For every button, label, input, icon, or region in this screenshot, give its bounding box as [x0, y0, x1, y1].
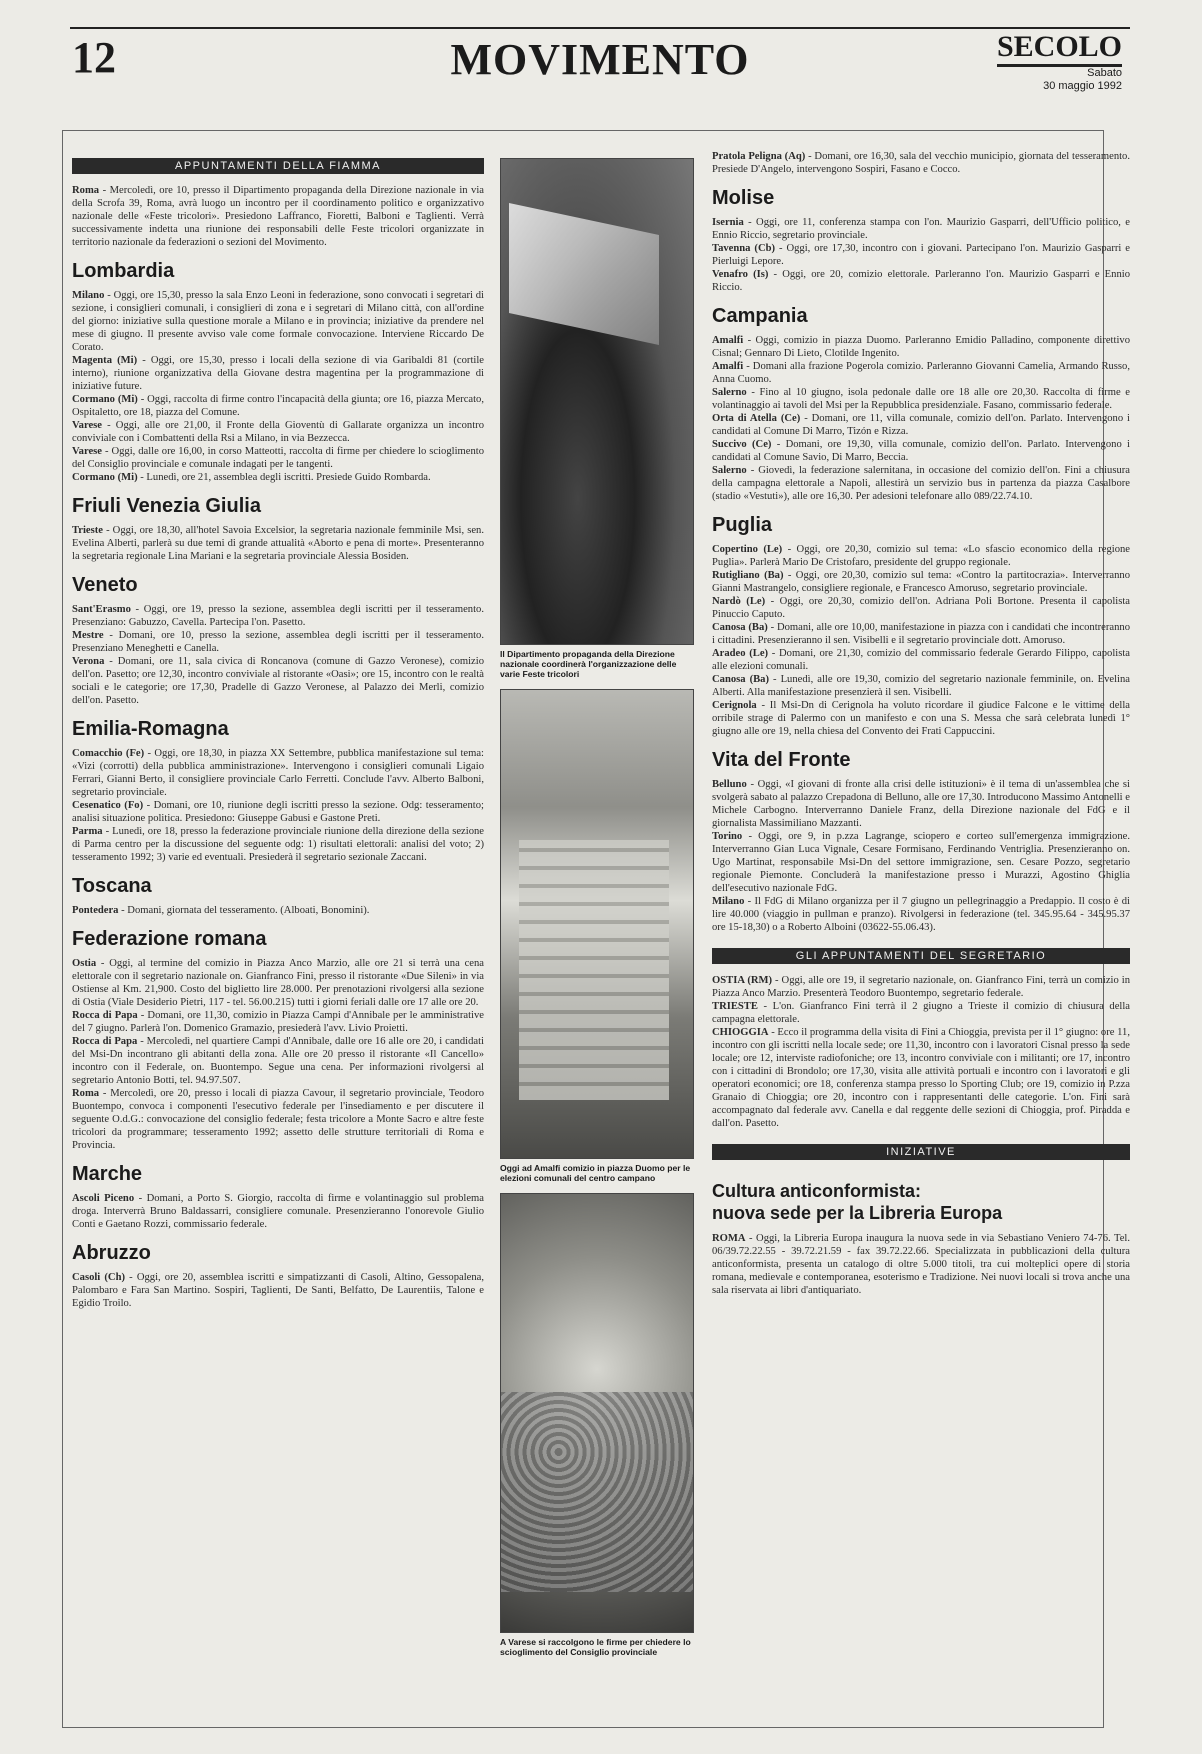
- photo-caption: A Varese si raccolgono le firme per chiedere lo scioglimento del Consiglio provinciale: [500, 1637, 691, 1657]
- item-place: Roma: [72, 1088, 100, 1099]
- region-heading: Marche: [72, 1163, 143, 1185]
- item-text: - Il Msi-Dn di Cerignola ha voluto ricordare il giudice Falcone e le vittime della orribile strage di Palermo con un manifesto e con una S. Messa che sarà celebrata lunedì 1° giugno alle ore 19, nella chiesa del Convento dei Frati Cappuccini.: [712, 700, 1130, 737]
- section-bar-segretario: GLI APPUNTAMENTI DEL SEGRETARIO: [712, 948, 1130, 964]
- item-text: - Oggi, la Libreria Europa inaugura la nuova sede in via Sebastiano Veniero 74-76. Tel. 06/39.72.22.55 - 39.72.21.59 - fax 39.72.22.66. Specializzata in pubblicazioni della cultura anticonformista, presenta un catalogo di oltre 5.000 titoli, tra cui molteplici opere di storia romana, medievale e contemporanea, esoterismo e Tradizione. Nei nuovi locali si trova anche una sala riservata ai libri d'antiquariato.: [712, 1233, 1130, 1296]
- item-place: Cormano (Mi): [72, 394, 138, 405]
- list-item: [72, 1009, 484, 1035]
- item-text: - Domani, ore 11, villa comunale, comizio dell'on. Parlato. Intervengono i candidati al Comune Di Marro, Tizón e Rizza.: [712, 413, 1130, 437]
- list-item: [72, 629, 484, 655]
- photo-varese: [500, 1193, 694, 1633]
- segretario-list: [712, 974, 1130, 1130]
- list-item: [72, 603, 484, 629]
- right-column: [712, 150, 1130, 1720]
- photo-caption: Il Dipartimento propaganda della Direzione nazionale coordinerà l'organizzazione delle varie Feste tricolori: [500, 649, 677, 679]
- item-text: - Oggi, ore 11, conferenza stampa con l'on. Maurizio Gasparri, dell'Ufficio politico, e Ennio Riccio, segretario provinciale.: [712, 217, 1130, 241]
- list-item: [712, 268, 1130, 294]
- item-place: Roma: [72, 185, 100, 196]
- item-place: Amalfi: [712, 361, 744, 372]
- item-text: - Domani, ore 16,30, sala del vecchio municipio, giornata del tesseramento. Presiede D'Angelo, intervengono Sospiri, Fasano e Cocco.: [712, 151, 1130, 175]
- item-place: Succivo (Ce): [712, 439, 772, 450]
- list-item: [712, 242, 1130, 268]
- item-text: - Giovedì, la federazione salernitana, in occasione del comizio dell'on. Fini a chiusura della campagna elettorale a Napoli, allestirà un servizio bus in partenza da piazza Casalbore (stadio «Vestuti»), alle ore 16,30. Per adesioni telefonare allo 089/22.74.10.: [712, 465, 1130, 502]
- section-title: MOVIMENTO: [450, 35, 750, 84]
- item-place: Venafro (Is): [712, 269, 769, 280]
- item-place: Rocca di Papa: [72, 1036, 138, 1047]
- item-text: - Domani, ore 19,30, villa comunale, comizio dell'on. Parlato. Intervengono i candidati al Comune Savio, Di Marro, Beccia.: [712, 439, 1130, 463]
- item-place: Milano: [712, 896, 745, 907]
- list-item: [712, 150, 1130, 176]
- item-text: - Domani, ore 11,30, comizio in Piazza Campi d'Annibale per le amministrative del 7 giugno. Parlerà l'on. Domenico Gramazio, presiederà l'avv. Livio Proietti.: [72, 1010, 484, 1034]
- photo-caption: Oggi ad Amalfi comizio in piazza Duomo per le elezioni comunali del centro campano: [500, 1163, 691, 1183]
- issue-day: Sabato: [1087, 67, 1122, 79]
- list-item: [712, 1026, 1130, 1130]
- building-shape: [519, 840, 669, 1100]
- item-place: Orta di Atella (Ce): [712, 413, 801, 424]
- item-text: - Oggi, ore 20, comizio elettorale. Parleranno l'on. Maurizio Gasparri e Ennio Riccio.: [712, 269, 1130, 293]
- list-item: [712, 595, 1130, 621]
- item-place: TRIESTE: [712, 1001, 758, 1012]
- item-text: - Oggi, ore 15,30, presso i locali della sezione di via Garibaldi 81 (cortile interno), riunione organizzativa della Giovane destra magentina per la programmazione di iniziative future.: [72, 355, 484, 392]
- item-place: Verona: [72, 656, 105, 667]
- item-place: Pontedera: [72, 905, 119, 916]
- item-place: Casoli (Ch): [72, 1272, 125, 1283]
- item-text: - Oggi, «I giovani di fronte alla crisi delle istituzioni» è il tema di un'assemblea che si svolgerà sabato al palazzo Crepadona di Belluno, alle ore 17,30. Introducono Massimo Antonelli e Michele Carbogno. Interverranno Daniele Franz, della Direzione nazionale del FdG e il giornalista Massimiliano Mazzanti.: [712, 779, 1130, 829]
- item-place: Rocca di Papa: [72, 1010, 138, 1021]
- list-item: [72, 445, 484, 471]
- item-place: Isernia: [712, 217, 744, 228]
- masthead: [70, 22, 1130, 122]
- item-text: - Oggi, raccolta di firme contro l'incapacità della giunta; ore 16, piazza Mercato, Ospitaletto, ore 18, piazza del Comune.: [72, 394, 484, 418]
- list-item: [72, 825, 484, 864]
- crowd-shape: [501, 1392, 693, 1592]
- list-item: [712, 216, 1130, 242]
- headline-line-1: Cultura anticonformista:: [712, 1181, 922, 1201]
- item-text: - Ecco il programma della visita di Fini a Chioggia, prevista per il 1° giugno: ore 11, incontro con gli iscritti nella locale sede; ore 11,30, incontro con i lavoratori Cisnal presso la sede locale; ore 12, interviste radiofoniche; ore 13, incontro conviviale con i militanti; ore 17, incontro con i cittadini di Brondolo; ore 17,30, visita alle attività portuali e incontro con i lavoratori e gli operatori economici; ore 18, conferenza stampa presso lo Sporting Club; ore 19, comizio in P.zza Granaio di Chioggia; ore 20, incontro con i rappresentanti delle categorie. L'on. Fini sarà accompagnato dal federale avv. Canella e dal reggente delle sezioni di Chioggia, prof. Piradda e dall'on. Pasetto.: [712, 1027, 1130, 1129]
- brand-name: SECOLO: [997, 30, 1122, 67]
- item-text: - Mercoledì, ore 10, presso il Dipartimento propaganda della Direzione nazionale in via della Scrofa 39, Roma, avrà luogo un incontro per il coordinamento politico e organizzativo nazionale delle «Feste tricolori». Presiedono Laffranco, Fioretti, Balboni e Taglienti. Verrà successivamente indetta una riunione dei responsabili delle Feste tricolori organizzate in territorio nazionale da federazioni o sezioni del Movimento.: [72, 185, 484, 248]
- list-item: [712, 621, 1130, 647]
- item-text: - Mercoledì, nel quartiere Campi d'Annibale, dalle ore 16 alle ore 20, i candidati del Msi-Dn incontrano gli abitanti della zona. Alle ore 20 presso il ristorante «Il Cancello» incontro con il Federale, on. Buontempo. Segue una cena. Per informazioni rivolgersi al segretario Antonio Botti, tel. 94.97.507.: [72, 1036, 484, 1086]
- region-heading: Abruzzo: [72, 1242, 151, 1264]
- item-place: Cesenatico (Fo): [72, 800, 144, 811]
- item-place: Belluno: [712, 779, 747, 790]
- issue-date: 30 maggio 1992: [1043, 80, 1122, 92]
- item-text: - Oggi, ore 15,30, presso la sala Enzo Leoni in federazione, sono convocati i segretari di sezione, i consiglieri comunali, i consiglieri di zona e i segretari di Milano città, con all'ordine del giorno: iniziative sulla questione morale a Milano e in provincia; iniziative da prendere nel mese di giugno. Il presente avviso vale come formale convocazione. Interviene Riccardo De Corato.: [72, 290, 484, 353]
- page-number: 12: [72, 33, 116, 82]
- list-item: [72, 655, 484, 707]
- headline-line-2: nuova sede per la Libreria Europa: [712, 1203, 1003, 1223]
- region-heading: Vita del Fronte: [712, 749, 851, 771]
- list-item: [712, 412, 1130, 438]
- list-item: [712, 699, 1130, 738]
- item-place: Torino: [712, 831, 743, 842]
- item-text: - Oggi, alle ore 21,00, il Fronte della Gioventù di Gallarate organizza un incontro conviviale con i Combattenti della Rsi a Milano, in via Bezzecca.: [72, 420, 484, 444]
- region-heading: Friuli Venezia Giulia: [72, 495, 261, 517]
- item-text: - Oggi, ore 20, assemblea iscritti e simpatizzanti di Casoli, Altino, Gessopalena, Palombaro e Fara San Martino. Sospiri, Taglienti, De Santi, Belfatto, De Laurentiis, Talone e Egidio Troilo.: [72, 1272, 484, 1309]
- item-text: - Oggi, alle ore 19, il segretario nazionale, on. Gianfranco Fini, terrà un comizio in Piazza Anco Marzio. Presenterà Teodoro Buontempo, segretario federale.: [712, 975, 1130, 999]
- item-text: - L'on. Gianfranco Fini terrà il 2 giugno a Trieste il comizio di chiusura della campagna elettorale.: [712, 1001, 1130, 1025]
- region-heading: Lombardia: [72, 260, 175, 282]
- list-item: [72, 419, 484, 445]
- list-item: [712, 334, 1130, 360]
- photo-rally-flag: [500, 158, 694, 645]
- list-item: [712, 647, 1130, 673]
- list-item: [72, 1271, 484, 1310]
- item-place: Parma: [72, 826, 103, 837]
- list-item: [712, 895, 1130, 934]
- list-item: [712, 386, 1130, 412]
- item-place: CHIOGGIA: [712, 1027, 769, 1038]
- item-text: - Oggi, ore 20,30, comizio dell'on. Adriana Poli Bortone. Presenta il capolista Pinuccio Caputo.: [712, 596, 1130, 620]
- region-heading: Veneto: [72, 574, 138, 596]
- item-text: - Oggi, ore 18,30, all'hotel Savoia Excelsior, la segretaria nazionale femminile Msi, sen. Evelina Alberti, parlerà su due temi di grande attualità «Aborto e pena di morte». Presenteranno la segretaria regionale Lina Mariani e la segretaria provinciale Alessia Bosiden.: [72, 525, 484, 562]
- left-regions: [72, 259, 484, 1310]
- region-heading: Puglia: [712, 514, 773, 536]
- intro-item: [72, 184, 484, 249]
- item-place: Cerignola: [712, 700, 757, 711]
- item-place: Cormano (Mi): [72, 472, 138, 483]
- section-bar-fiamma: APPUNTAMENTI DELLA FIAMMA: [72, 158, 484, 174]
- item-place: Trieste: [72, 525, 103, 536]
- item-place: Aradeo (Le): [712, 648, 769, 659]
- region-heading: Campania: [712, 305, 808, 327]
- item-text: - Domani, ore 21,30, comizio del commissario federale Gerardo Filippo, capolista alle elezioni comunali.: [712, 648, 1130, 672]
- list-item: [712, 438, 1130, 464]
- item-place: Varese: [72, 446, 103, 457]
- newspaper-brand: [997, 30, 1122, 93]
- list-item: [712, 464, 1130, 503]
- item-text: - Oggi, ore 19, presso la sezione, assemblea degli iscritti per il tesseramento. Presenziano: Gabuzzo, Cavella. Partecipa l'on. Pasetto.: [72, 604, 484, 628]
- item-place: Salerno: [712, 465, 747, 476]
- item-text: - Lunedì, alle ore 19,30, comizio del segretario nazionale femminile, on. Evelina Alberti. Alla manifestazione presenzierà il sen. Visibelli.: [712, 674, 1130, 698]
- list-item: [72, 1035, 484, 1087]
- item-text: - Lunedì, ore 18, presso la federazione provinciale riunione della direzione della sezione di Parma centro per la discussione del seguente odg: 1) risultati elettorali: analisi del voto; 2) tesseramento 1992; 3) varie ed eventuali. Presiederà il segretario sezionale Zaccani.: [72, 826, 484, 863]
- photo-column: [500, 158, 694, 1722]
- region-heading: Toscana: [72, 875, 152, 897]
- item-text: - Oggi, dalle ore 16,00, in corso Matteotti, raccolta di firme per chiedere lo scioglimento del Consiglio provinciale e comunale indagati per le tangenti.: [72, 446, 484, 470]
- item-place: Mestre: [72, 630, 104, 641]
- item-place: Milano: [72, 290, 105, 301]
- list-item: [72, 524, 484, 563]
- list-item: [72, 1192, 484, 1231]
- section-bar-iniziative: INIZIATIVE: [712, 1144, 1130, 1160]
- item-text: - Mercoledì, ore 20, presso i locali di piazza Cavour, il segretario provinciale, Teodoro Buontempo, convoca i componenti l'esecutivo federale per l'insediamento e per discutere il seguente O.d.G.: convocazione del consiglio federale; festa tricolore a Monte Sacro e altre feste tricolori da programmare; tesseramento 1992; assetto delle strutture territoriali di Roma e Provincia.: [72, 1088, 484, 1151]
- list-item: [72, 289, 484, 354]
- list-item: [712, 778, 1130, 830]
- item-text: - Oggi, al termine del comizio in Piazza Anco Marzio, alle ore 21 si terrà una cena elettorale con il segretario nazionale on. Gianfranco Fini, presso il ristorante «Due Sileni» in via Ostiense al Km. 21,900. Costo del biglietto lire 28.000. Per prenotazioni rivolgersi alla sezione di Ostia (Viale Desiderio Pietri, 117 - tel. 56.00.215) tutti i giorni feriali dalle ore 17 alle ore 20.: [72, 958, 484, 1008]
- item-text: - Domani, ore 10, riunione degli iscritti presso la sezione. Odg: tesseramento; analisi situazione politica. Presiedono: Giuseppe Gabusi e Gastone Preti.: [72, 800, 484, 824]
- region-heading: Federazione romana: [72, 928, 267, 950]
- item-place: Canosa (Ba): [712, 622, 768, 633]
- region-heading: Molise: [712, 187, 775, 209]
- item-place: Copertino (Le): [712, 544, 783, 555]
- item-text: - Domani, alle ore 10,00, manifestazione in piazza con i candidati che incontreranno i cittadini. Presenzieranno il sen. Visibelli e il segretario provinciale dott. Amoruso.: [712, 622, 1130, 646]
- list-item: [72, 957, 484, 1009]
- list-item: [72, 904, 484, 917]
- item-text: - Lunedì, ore 21, assemblea degli iscritti. Presiede Guido Rombarda.: [137, 472, 431, 483]
- item-text: - Domani alla frazione Pogerola comizio. Parleranno Giovanni Camelia, Armando Russo, Anna Cuomo.: [712, 361, 1130, 385]
- masthead-rule: [70, 27, 1130, 29]
- item-text: - Domani, ore 10, presso la sezione, assemblea degli iscritti per il tesseramento. Presenziano Meneghetti e Canella.: [72, 630, 484, 654]
- list-item: [712, 543, 1130, 569]
- list-item: [72, 747, 484, 799]
- list-item: [712, 974, 1130, 1000]
- right-regions: [712, 186, 1130, 934]
- iniziative-headline: [712, 1180, 1130, 1224]
- item-place: Canosa (Ba): [712, 674, 769, 685]
- item-place: Nardò (Le): [712, 596, 766, 607]
- item-place: Varese: [72, 420, 103, 431]
- list-item: [712, 569, 1130, 595]
- list-item: [72, 471, 484, 484]
- item-place: Sant'Erasmo: [72, 604, 131, 615]
- item-text: - Oggi, comizio in piazza Duomo. Parleranno Emidio Palladino, componente direttivo Cisnal; Gennaro Di Lieto, Clotilde Ingenito.: [712, 335, 1130, 359]
- item-text: - Oggi, ore 9, in p.zza Lagrange, sciopero e corteo sull'emergenza immigrazione. Interverranno Gian Luca Vignale, Cesare Formisano, Ferdinando Ventriglia. Presenzieranno on. Ugo Martinat, responsabile Msi-Dn del settore immigrazione, sen. Cesare Pozzo, segretario regionale Piemonte. Concluderà la manifestazione presso i Murazzi, Agostino Ghiglia dell'esecutivo nazionale FdG.: [712, 831, 1130, 894]
- item-text: - Fino al 10 giugno, isola pedonale dalle ore 18 alle ore 20,30. Raccolta di firme e volantinaggio ai tavoli del Msi per la Repubblica presidenziale. Fasano, commissario federale.: [712, 387, 1130, 411]
- item-text: - Domani, ore 11, sala civica di Roncanova (comune di Gazzo Veronese), comizio dell'on. Pasetto; ore 12,30, incontro conviviale al ristorante «Oasi»; ore 15, incontro con le realtà sociali e le categorie; ore 17,30, Pradelle di Gazzo Veronese, al Palazzo dei Merli, comizio dell'on. Pasetto.: [72, 656, 484, 706]
- region-heading: Emilia-Romagna: [72, 718, 229, 740]
- photo-amalfi: [500, 689, 694, 1159]
- item-text: - Oggi, ore 17,30, incontro con i giovani. Partecipano l'on. Maurizio Gasparri e Pierluigi Lepore.: [712, 243, 1130, 267]
- list-item: [72, 799, 484, 825]
- list-item: [712, 1232, 1130, 1297]
- item-text: - Il FdG di Milano organizza per il 7 giugno un pellegrinaggio a Predappio. Il costo è di lire 40.000 (viaggio in pullman e pranzo). Rivolgersi in federazione (tel. 345.95.64 - 345.95.37 ore 15-18,30) o a Roberto Alboini (03622-55.06.43).: [712, 896, 1130, 933]
- item-place: Magenta (Mi): [72, 355, 138, 366]
- list-item: [72, 1087, 484, 1152]
- item-place: Salerno: [712, 387, 747, 398]
- left-column: [72, 158, 484, 1722]
- item-place: Rutigliano (Ba): [712, 570, 784, 581]
- item-place: Ascoli Piceno: [72, 1193, 135, 1204]
- item-text: - Oggi, ore 20,30, comizio sul tema: «Lo sfascio economico della regione Puglia». Parlerà Mario De Cristofaro, presidente del gruppo regionale.: [712, 544, 1130, 568]
- item-place: Pratola Peligna (Aq): [712, 151, 806, 162]
- flag-shape: [509, 203, 659, 345]
- item-text: - Oggi, ore 18,30, in piazza XX Settembre, pubblica manifestazione sul tema: «Vizi (corrotti) della pubblica amministrazione». Intervengono i consiglieri comunali Ligaio Ferrari, Gianni Berto, il consigliere provinciale Carlo Ferretti. Conclude l'avv. Alberto Balboni, segretario provinciale.: [72, 748, 484, 798]
- item-text: - Domani, giornata del tesseramento. (Alboati, Bonomini).: [118, 905, 370, 916]
- list-item: [72, 354, 484, 393]
- item-text: - Domani, a Porto S. Giorgio, raccolta di firme e volantinaggio sul problema droga. Interverrà Bruno Baldassarri, consigliere comunale. Presenzieranno l'onorevole Giulio Conti e Gaetano Rozzi, commissario federale.: [72, 1193, 484, 1230]
- list-item: [712, 1000, 1130, 1026]
- item-text: - Oggi, ore 20,30, comizio sul tema: «Contro la partitocrazia». Interverranno Gianni Mastrangelo, consigliere regionale, e Francesco Amoruso, segretario provinciale.: [712, 570, 1130, 594]
- list-item: [72, 393, 484, 419]
- item-place: OSTIA (RM): [712, 975, 773, 986]
- item-place: Amalfi: [712, 335, 744, 346]
- list-item: [712, 673, 1130, 699]
- list-item: [712, 360, 1130, 386]
- list-item: [712, 830, 1130, 895]
- item-place: Comacchio (Fe): [72, 748, 145, 759]
- item-place: Tavenna (Cb): [712, 243, 776, 254]
- item-place: ROMA: [712, 1233, 746, 1244]
- item-place: Ostia: [72, 958, 97, 969]
